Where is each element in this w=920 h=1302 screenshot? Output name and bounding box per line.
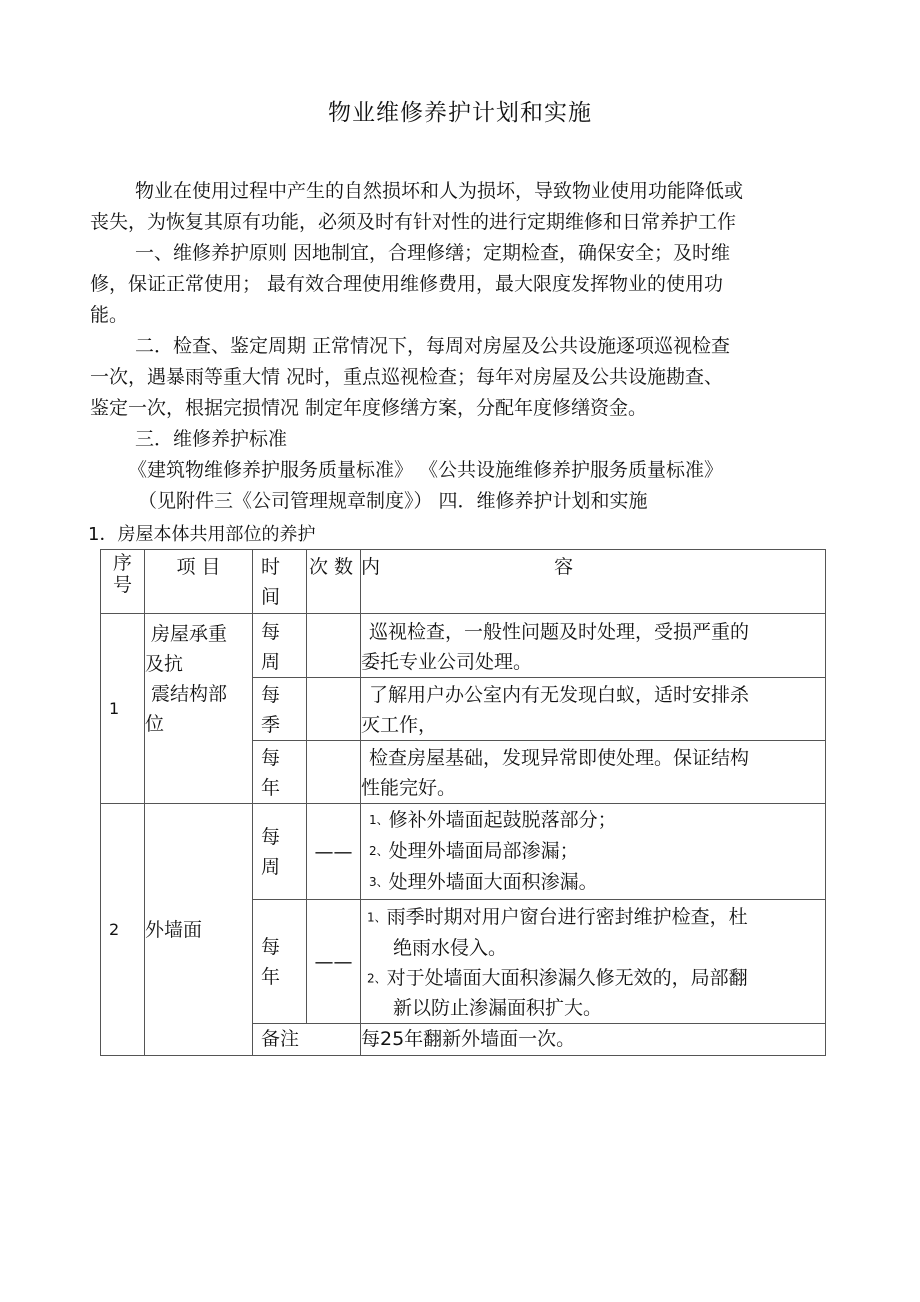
content-line: 灭工作，: [361, 714, 438, 736]
table-header-row: [101, 550, 826, 614]
numbered-item: [367, 902, 825, 933]
maintenance-table: [100, 549, 826, 1056]
item-text: 雨季时期对用户窗台进行密封维护检查，杜: [386, 906, 748, 928]
count-dash: ——: [314, 840, 353, 863]
header-seq-char: 号: [112, 574, 132, 596]
row2-item: 外墙面: [145, 804, 253, 1056]
paragraph-line: 修，保证正常使用； 最有效合理使用维修费用，最大限度发挥物业的使用功: [90, 273, 724, 295]
numbered-item: [369, 836, 825, 867]
item-number: 1、: [369, 813, 389, 827]
time-char: 每: [261, 747, 281, 769]
row1-item: [145, 614, 253, 804]
time-char: 周: [261, 651, 281, 673]
remark-label: 备注: [253, 1024, 361, 1056]
header-content-char: 容: [554, 556, 574, 578]
count-cell: [307, 614, 361, 678]
time-char: 每: [261, 825, 281, 848]
row2-seq: [101, 804, 145, 1056]
item-line: 震结构部: [151, 683, 228, 705]
count-cell: [307, 900, 361, 1024]
table-row: [101, 614, 826, 678]
time-char: 每: [261, 935, 281, 958]
table-caption: 1．房屋本体共用部位的养护: [88, 524, 316, 545]
content-line: 了解用户办公室内有无发现白蚁，适时安排杀: [369, 684, 750, 706]
numbered-item: [369, 867, 825, 898]
time-cell: [253, 614, 307, 678]
time-char: 年: [261, 965, 281, 988]
time-char: 季: [261, 714, 281, 736]
time-cell: [253, 678, 307, 741]
paragraph-line: 一、维修养护原则 因地制宜，合理修缮；定期检查，确保安全；及时维: [135, 242, 731, 264]
paragraph-line: 丧失，为恢复其原有功能，必须及时有针对性的进行定期维修和日常养护工作: [90, 211, 737, 233]
time-char: 每: [261, 684, 281, 706]
header-item: 项 目: [145, 550, 253, 614]
time-cell: [253, 741, 307, 804]
item-line: 位: [145, 713, 165, 735]
header-time-char: 时: [261, 556, 281, 578]
time-cell: [253, 804, 307, 900]
paragraph-line: 物业在使用过程中产生的自然损坏和人为损坏，导致物业使用功能降低或: [135, 180, 744, 202]
paragraph-line: （见附件三《公司管理规章制度》） 四．维修养护计划和实施: [138, 490, 648, 512]
content-cell: [361, 804, 826, 900]
row1-seq: [101, 614, 145, 804]
time-cell: [253, 900, 307, 1024]
time-char: 年: [261, 777, 281, 799]
item-text: 新以防止渗漏面积扩大。: [393, 997, 603, 1019]
item-number: 2、: [369, 844, 389, 858]
count-cell: [307, 804, 361, 900]
item-line: 房屋承重: [151, 623, 228, 645]
content-cell: [361, 614, 826, 678]
content-cell: [361, 900, 826, 1024]
row-seq-number: 2: [109, 920, 120, 939]
header-time-char: 间: [261, 586, 281, 608]
time-char: 周: [261, 855, 281, 878]
header-seq: [101, 550, 145, 614]
header-content: [361, 550, 826, 614]
numbered-item: [369, 805, 825, 836]
item-line: 及抗: [145, 653, 184, 675]
item-number: 1、: [367, 910, 387, 925]
paragraph-line: 三．维修养护标准: [135, 428, 288, 450]
remark-text: 每25年翻新外墙面一次。: [361, 1024, 826, 1056]
item-text: 处理外墙面大面积渗漏。: [388, 871, 598, 893]
content-cell: [361, 741, 826, 804]
paragraph-line: 《建筑物维修养护服务质量标准》 《公共设施维修养护服务质量标准》: [128, 459, 724, 481]
item-text: 处理外墙面局部渗漏；: [388, 840, 579, 862]
count-cell: [307, 678, 361, 741]
item-number: 2、: [367, 971, 387, 985]
header-seq-char: 序: [112, 552, 132, 574]
header-time: [253, 550, 307, 614]
table-row: [101, 804, 826, 900]
header-content-char: 内: [361, 556, 381, 578]
content-line: 委托专业公司处理。: [361, 651, 533, 673]
content-line: 性能完好。: [361, 777, 457, 799]
item-text: 修补外墙面起鼓脱落部分；: [388, 809, 617, 831]
item-text: 绝雨水侵入。: [393, 936, 508, 959]
content-line: 检查房屋基础，发现异常即使处理。保证结构: [369, 747, 750, 769]
page-title: 物业维修养护计划和实施: [328, 100, 592, 126]
numbered-item: [367, 963, 825, 994]
count-dash: ——: [314, 950, 353, 973]
header-count: 次 数: [307, 550, 361, 614]
time-char: 每: [261, 621, 281, 643]
item-number: 3、: [369, 875, 389, 889]
paragraph-line: 一次，遇暴雨等重大情 况时，重点巡视检查；每年对房屋及公共设施勘查、: [90, 366, 724, 388]
content-line: 巡视检查，一般性问题及时处理，受损严重的: [369, 621, 750, 643]
row-seq-number: 1: [109, 699, 120, 718]
count-cell: [307, 741, 361, 804]
paragraph-line: 鉴定一次，根据完损情况 制定年度修缮方案，分配年度修缮资金。: [90, 397, 648, 419]
paragraph-line: 二．检查、鉴定周期 正常情况下，每周对房屋及公共设施逐项巡视检查: [135, 335, 731, 357]
item-text: 对于处墙面大面积渗漏久修无效的，局部翻: [386, 966, 748, 989]
paragraph-line: 能。: [90, 304, 129, 326]
content-cell: [361, 678, 826, 741]
